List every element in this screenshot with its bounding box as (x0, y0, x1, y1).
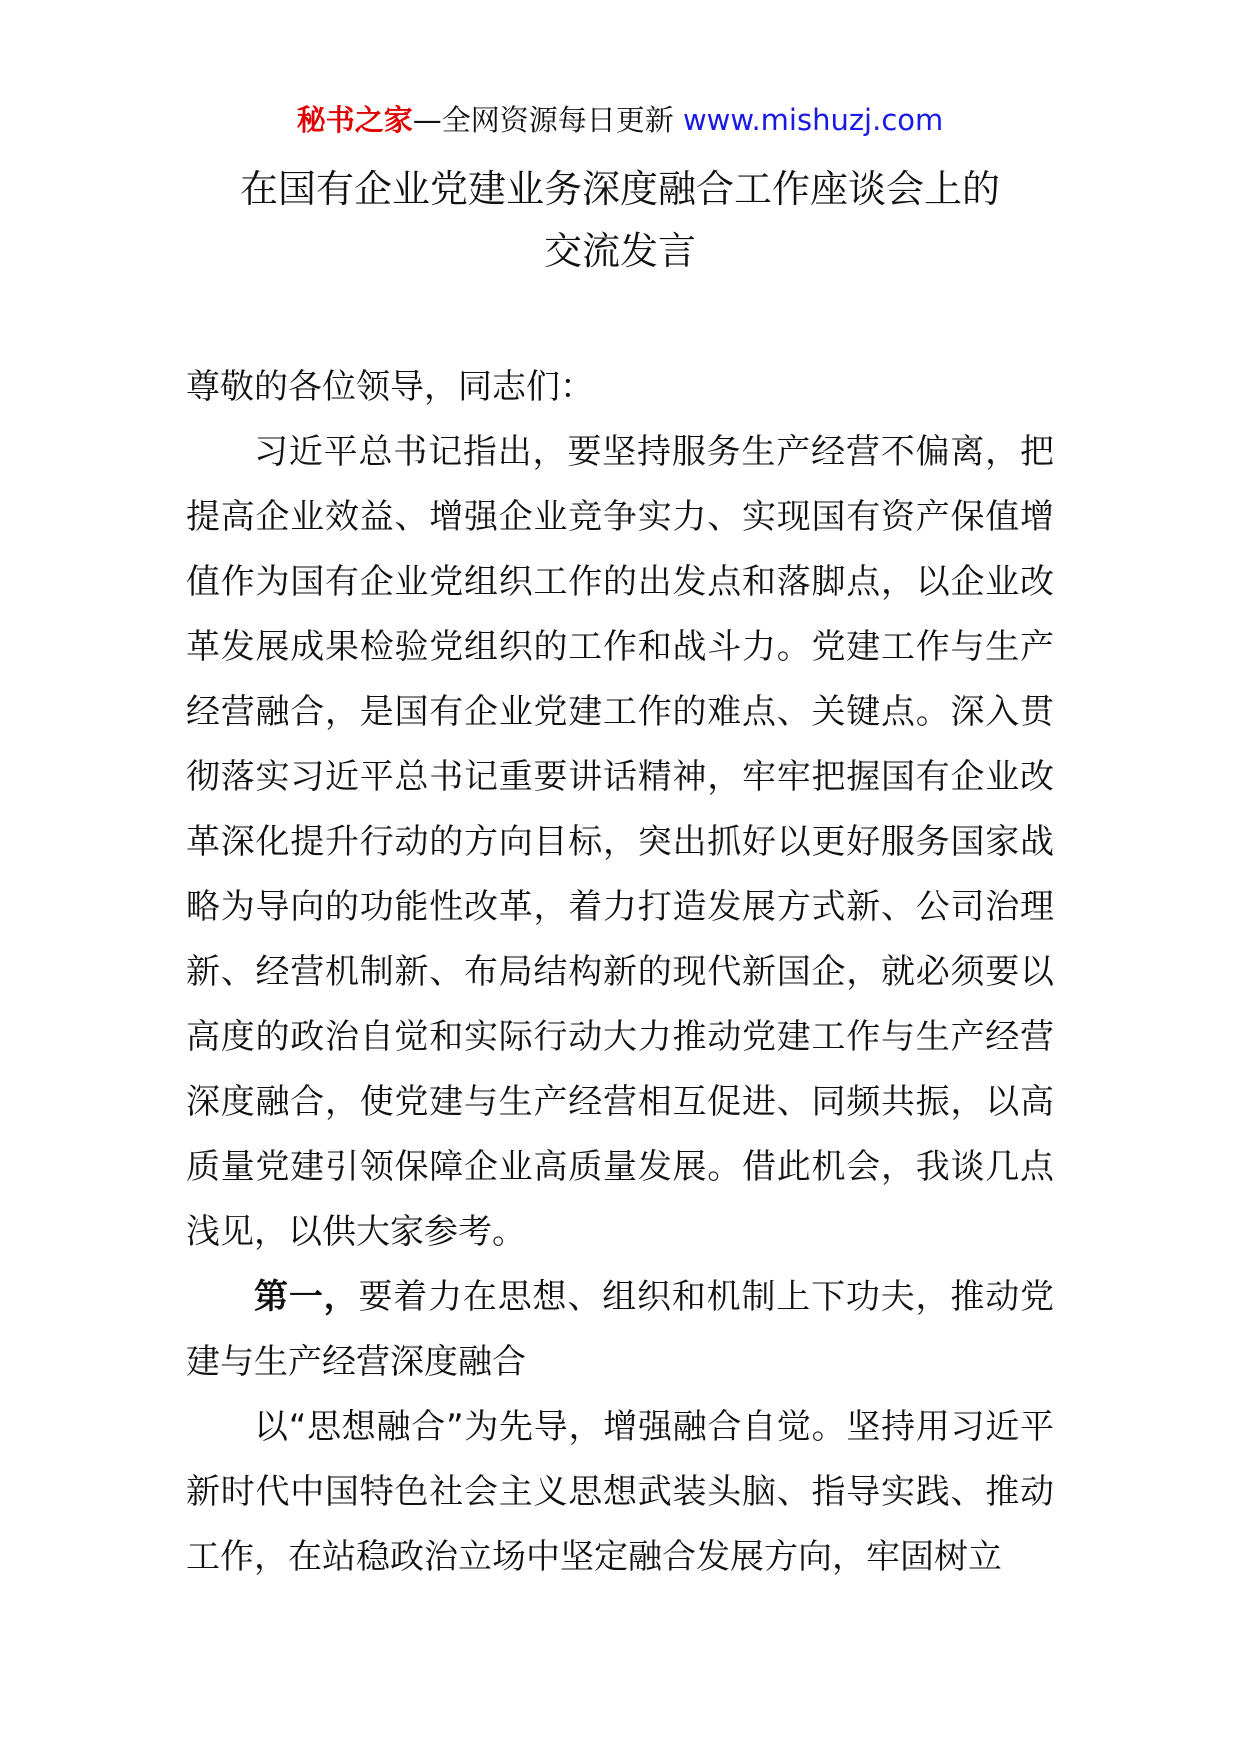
section-heading-1 (186, 1265, 1054, 1395)
section-heading-1-text: 要着力在思想、组织和机制上下功夫，推动党建与生产经营深度融合 (186, 1277, 1055, 1382)
site-url-link[interactable]: www.mishuzj.com (682, 103, 944, 137)
site-tagline: —全网资源每日更新 (412, 103, 674, 137)
paragraph-thought-integration: 以“思想融合”为先导，增强融合自觉。坚持用习近平新时代中国特色社会主义思想武装头脑、指导实践、推动工作，在站稳政治立场中坚定融合发展方向，牢固树立 (186, 1407, 1054, 1577)
document-title (140, 158, 1100, 282)
site-header (0, 100, 1240, 140)
section-heading-1-lead: 第一， (254, 1277, 359, 1317)
document-title-line-1: 在国有企业党建业务深度融合工作座谈会上的 (239, 167, 1000, 211)
salutation: 尊敬的各位领导，同志们： (186, 367, 594, 407)
document-body (186, 355, 1054, 1590)
paragraph-intro: 习近平总书记指出，要坚持服务生产经营不偏离，把提高企业效益、增强企业竞争实力、实现国有资产保值增值作为国有企业党组织工作的出发点和落脚点，以企业改革发展成果检验党组织的工作和战斗力。党建工作与生产经营融合，是国有企业党建工作的难点、关键点。深入贯彻落实习近平总书记重要讲话精神，牢牢把握国有企业改革深化提升行动的方向目标，突出抓好以更好服务国家战略为导向的功能性改革，着力打造发展方式新、公司治理新、经营机制新、布局结构新的现代新国企，就必须要以高度的政治自觉和实际行动大力推动党建工作与生产经营深度融合，使党建与生产经营相互促进、同频共振，以高质量党建引领保障企业高质量发展。借此机会，我谈几点浅见，以供大家参考。 (186, 432, 1054, 1252)
site-brand: 秘书之家 (296, 103, 413, 137)
document-title-line-2: 交流发言 (543, 229, 696, 273)
